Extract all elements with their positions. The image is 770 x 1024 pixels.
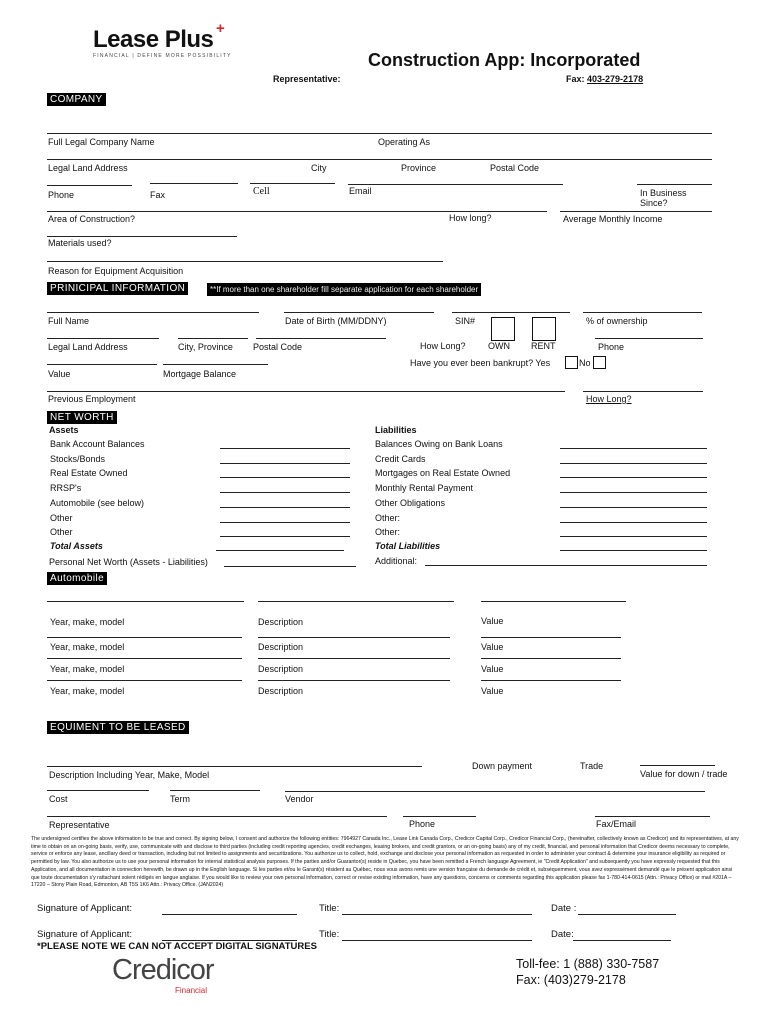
asset-label: Stocks/Bonds <box>50 454 106 464</box>
label-materials-used: Materials used? <box>48 238 112 248</box>
label-how-long: How long? <box>449 213 492 223</box>
liability-label: Balances Owing on Bank Loans <box>375 439 503 449</box>
label-equipment-representative: Representative <box>49 820 110 830</box>
label-trade: Trade <box>580 761 604 771</box>
asset-label: Other <box>50 513 73 523</box>
label-city: City <box>311 163 327 173</box>
digital-signature-note: *PLEASE NOTE WE CAN NOT ACCEPT DIGITAL SIGNATURES <box>37 941 317 952</box>
asset-label: RRSP's <box>50 483 82 493</box>
label-value-for-down: Value for down / trade <box>640 769 728 779</box>
liability-label: Credit Cards <box>375 454 426 464</box>
label-vendor: Vendor <box>285 794 314 804</box>
label-in-business-since: In Business Since? <box>640 188 687 208</box>
auto-description: Description <box>258 617 304 627</box>
auto-value: Value <box>481 616 504 626</box>
logo-wordmark: Lease Plus <box>93 26 214 53</box>
assets-heading: Assets <box>49 425 79 435</box>
label-operating-as: Operating As <box>378 137 431 147</box>
liability-label: Other: <box>375 527 401 537</box>
label-previous-employment: Previous Employment <box>48 394 136 404</box>
auto-description: Description <box>258 664 304 674</box>
label-rent: RENT <box>531 341 556 351</box>
label-phone: Phone <box>48 190 75 200</box>
liabilities-heading: Liabilities <box>375 425 417 435</box>
section-company: COMPANY <box>47 93 106 106</box>
own-checkbox[interactable] <box>491 317 515 341</box>
auto-ymm: Year, make, model <box>50 686 125 696</box>
auto-value: Value <box>481 642 504 652</box>
representative-label: Representative: <box>273 74 341 84</box>
label-signature-2: Signature of Applicant: <box>37 929 133 940</box>
label-term: Term <box>170 794 190 804</box>
total-liabilities-label: Total Liabilities <box>375 541 441 551</box>
label-cost: Cost <box>49 794 68 804</box>
label-full-legal-name: Full Legal Company Name <box>48 137 155 147</box>
additional-label: Additional: <box>375 556 418 566</box>
liability-label: Other: <box>375 513 401 523</box>
label-title-2: Title: <box>319 929 340 940</box>
label-area-of-construction: Area of Construction? <box>48 214 136 224</box>
personal-net-worth-label: Personal Net Worth (Assets - Liabilities) <box>49 557 208 567</box>
label-reason: Reason for Equipment Acquisition <box>48 266 184 276</box>
liability-label: Mortgages on Real Estate Owned <box>375 468 511 478</box>
bankrupt-yes-checkbox[interactable] <box>565 356 578 369</box>
label-sin: SIN# <box>455 316 476 326</box>
asset-label: Automobile (see below) <box>50 498 145 508</box>
rent-checkbox[interactable] <box>532 317 556 341</box>
label-down-payment: Down payment <box>472 761 533 771</box>
logo-plus-mark: + <box>216 20 225 37</box>
fax-label <box>566 74 643 84</box>
label-cell: Cell <box>253 186 270 197</box>
fax-number: 403-279-2178 <box>587 74 644 84</box>
logo-tagline: FINANCIAL | DEFINE MORE POSSIBILITY <box>93 53 232 59</box>
bankrupt-no-checkbox[interactable] <box>593 356 606 369</box>
section-net-worth: NET WORTH <box>47 411 117 424</box>
total-assets-label: Total Assets <box>50 541 103 551</box>
label-email: Email <box>349 186 372 196</box>
label-principal-how-long: How Long? <box>420 341 466 351</box>
label-signature-1: Signature of Applicant: <box>37 903 133 914</box>
label-city-province: City, Province <box>178 342 233 352</box>
liability-label: Other Obligations <box>375 498 446 508</box>
asset-label: Bank Account Balances <box>50 439 145 449</box>
label-equipment-phone: Phone <box>409 819 436 829</box>
fax-label-text: Fax: <box>566 74 585 84</box>
label-principal-address: Legal Land Address <box>48 342 128 352</box>
asset-label: Real Estate Owned <box>50 468 128 478</box>
label-title-1: Title: <box>319 903 340 914</box>
label-value: Value <box>48 369 71 379</box>
section-automobile: Automobile <box>47 572 107 585</box>
auto-description: Description <box>258 642 304 652</box>
auto-ymm: Year, make, model <box>50 642 125 652</box>
liability-label: Monthly Rental Payment <box>375 483 474 493</box>
label-fax-email: Fax/Email <box>596 819 637 829</box>
principal-note: **If more than one shareholder fill separate application for each shareholder <box>207 283 481 296</box>
label-bankrupt: Have you ever been bankrupt? Yes <box>410 358 551 368</box>
label-fax: Fax <box>150 190 166 200</box>
label-mortgage-balance: Mortgage Balance <box>163 369 237 379</box>
section-equipment: EQUIMENT TO BE LEASED <box>47 721 189 734</box>
footer-fax: Fax: (403)279-2178 <box>516 973 626 987</box>
auto-value: Value <box>481 664 504 674</box>
label-date-2: Date: <box>551 929 574 940</box>
label-own: OWN <box>488 341 510 351</box>
disclaimer-text: The undersigned certifies the above information to be true and correct. By signing below, I consent and authorize the following entities: 7964927 Canada Inc., Lease Link Canada Corp., Credicor Capital Corp., Credicor Financial Corp., (hereinafter, collectively known as Credicor) and its representatives, at any time to obtain on an on-going basis, verify, use, communicate with and disclose to third parties (including credit reporting agencies, credit exchanges, leasing brokers, and credit grantors, or an on-going basis) any of my credit, financial, and personal information that Credicor deems necessary to complete, service or enforce any lease, ancillary deed or transaction, including but not limited to assignments and securitizations. You authorize us to collect, hold, exchange and disclose your personal information as requested in order to administer your contract & determine your insurance eligibility as required or permitted by law. You also authorize us to use your personal information for internal statistical analysis purposes. If the parties and/or Guarantor(s) reside in Quebec, you have been remitted a French language Agreement, ie "Credit Application" and subsequently you have expressly requested that this Application, and all documentation in connection herewith, be drawn up in the English language. Si les parties et/ou le Garant(s) résident au Québec, nous vous avons remis une version française du demande de crédit et, subséquemment, vous avez expressément demandé que le présent application ainsi que toute documentation s'y rattachant soient rédigés en langue anglaise. If you would like to review your own personal information, correct or revise existing information, have any questions, concerns or comments regarding this application please fax 1-780-414-0615 (Attn.: Privacy Office) or mail #201A – 17220 – Stony Plain Road, Edmonton, AB T5S 1K6 Attn.: Privacy Office. (JAN2024) <box>31 836 739 889</box>
credicor-subtext: Financial <box>175 986 208 995</box>
label-dob: Date of Birth (MM/DDNY) <box>285 316 387 326</box>
label-date-1: Date : <box>551 903 577 914</box>
label-bankrupt-no: No <box>579 358 591 368</box>
auto-value: Value <box>481 686 504 696</box>
label-principal-phone: Phone <box>598 342 625 352</box>
label-principal-how-long-2: How Long? <box>586 394 632 404</box>
credicor-wordmark: Credicor <box>112 954 214 986</box>
label-full-name: Full Name <box>48 316 90 326</box>
label-postal-code: Postal Code <box>490 163 540 173</box>
auto-description: Description <box>258 686 304 696</box>
auto-ymm: Year, make, model <box>50 617 125 627</box>
label-principal-postal: Postal Code <box>253 342 303 352</box>
asset-label: Other <box>50 527 73 537</box>
label-province: Province <box>401 163 437 173</box>
footer-tollfree: Toll-fee: 1 (888) 330-7587 <box>516 957 660 971</box>
label-legal-land-address: Legal Land Address <box>48 163 128 173</box>
label-ownership: % of ownership <box>586 316 648 326</box>
section-principal: PRINICIPAL INFORMATION <box>47 282 188 295</box>
page-title: Construction App: Incorporated <box>368 50 641 70</box>
label-avg-monthly-income: Average Monthly Income <box>563 214 663 224</box>
auto-ymm: Year, make, model <box>50 664 125 674</box>
label-equipment-description: Description Including Year, Make, Model <box>49 770 210 780</box>
